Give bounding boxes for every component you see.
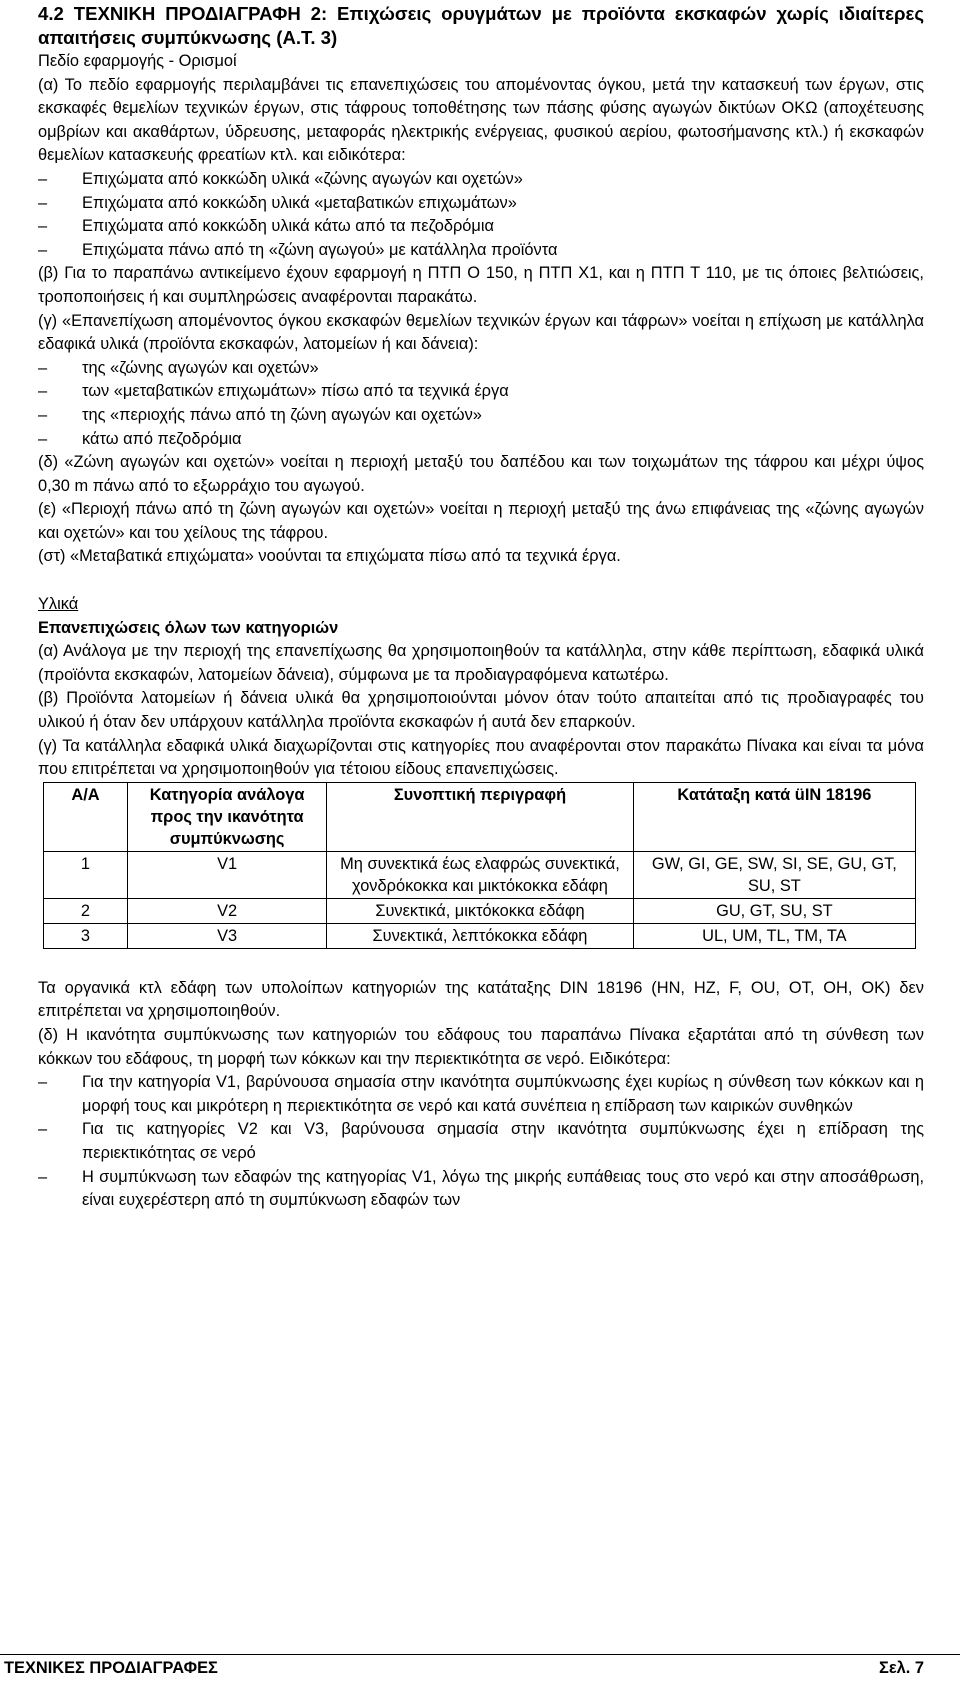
materials-title: Υλικά <box>38 595 79 614</box>
list-item <box>38 404 924 428</box>
list-item <box>38 357 924 381</box>
table-header-cell: Συνοπτική περιγραφή <box>327 782 634 851</box>
table-cell: Μη συνεκτικά έως ελαφρώς συνεκτικά, χονδρόκοκκα και μικτόκοκκα εδάφη <box>327 851 634 898</box>
table-row <box>44 898 916 923</box>
scope-paragraph-f: (στ) «Μεταβατικά επιχώματα» νοούνται τα επιχώματα πίσω από τα τεχνικά έργα. <box>38 547 621 566</box>
scope-paragraph-d: (δ) «Ζώνη αγωγών και οχετών» νοείται η περιοχή μεταξύ του δαπέδου και των τοιχωμάτων της τάφρου και μέχρι ύψος 0,30 m πάνω από το εξωρράχιο του αγωγού. <box>38 453 924 495</box>
soil-category-table <box>43 782 916 949</box>
scope-a-list <box>38 168 924 262</box>
scope-paragraph-a: (α) Το πεδίο εφαρμογής περιλαμβάνει τις επανεπιχώσεις του απομένοντας όγκου, μετά την κατασκευή των έργων, στις εκσκαφές θεμελίων τεχνικών έργων, στις τάφρους τοποθέτησης των πάσης φύσης αγωγών δικτύων ΟΚΩ (αποχέτευσης ομβρίων και ακαθάρτων, ύδρευσης, μεταφοράς ηλεκτρικής ενέργειας, φυσικού αερίου, φωτοσήμανσης κτλ.) ή εκσκαφών θεμελίων κατασκευής φρεατίων κτλ. και ειδικότερα: <box>38 75 924 165</box>
table-row <box>44 923 916 948</box>
list-item <box>38 428 924 452</box>
table-cell: GU, GT, SU, ST <box>633 898 915 923</box>
materials-paragraph-a: (α) Ανάλογα με την περιοχή της επανεπίχωσης θα χρησιμοποιηθούν τα κατάλληλα, στην κάθε περίπτωση, εδαφικά υλικά (προϊόντα εκσκαφών, λατομείων δάνεια), σύμφωνα με τα προδιαγραφόμενα κατωτέρω. <box>38 642 924 684</box>
dash-bullet: – <box>38 429 48 448</box>
table-header-cell: Κατάταξη κατά üIN 18196 <box>633 782 915 851</box>
section-spacer <box>38 569 924 593</box>
dash-bullet: – <box>38 193 48 212</box>
list-item-text: της «ζώνης αγωγών και οχετών» <box>82 358 319 377</box>
list-item-text: των «μεταβατικών επιχωμάτων» πίσω από τα τεχνικά έργα <box>82 382 509 401</box>
scope-paragraph-c: (γ) «Επανεπίχωση απομένοντος όγκου εκσκαφών θεμελίων τεχνικών έργων και τάφρων» νοείται η επίχωση με κατάλληλα εδαφικά υλικά (προϊόντα εκσκαφών, λατομείων ή και δάνεια): <box>38 311 924 354</box>
list-item-text: κάτω από πεζοδρόμια <box>82 429 242 448</box>
table-header-cell: Α/Α <box>44 782 128 851</box>
page-footer <box>0 1654 960 1692</box>
table-cell: V2 <box>127 898 326 923</box>
list-item <box>38 1071 924 1118</box>
table-spacer <box>38 949 924 977</box>
dash-bullet: – <box>38 1073 48 1092</box>
materials-section <box>38 593 924 782</box>
scope-c-list <box>38 357 924 451</box>
dash-bullet: – <box>38 169 48 188</box>
table-cell: Συνεκτικά, μικτόκοκκα εδάφη <box>327 898 634 923</box>
list-item <box>38 380 924 404</box>
table-cell: UL, UM, TL, TM, TA <box>633 923 915 948</box>
list-item-text: Επιχώματα από κοκκώδη υλικά κάτω από τα πεζοδρόμια <box>82 217 494 236</box>
table-cell: GW, GI, GE, SW, SI, SE, GU, GT, SU, ST <box>633 851 915 898</box>
dash-bullet: – <box>38 358 48 377</box>
list-item <box>38 239 924 263</box>
scope-paragraph-e: (ε) «Περιοχή πάνω από τη ζώνη αγωγών και οχετών» νοείται η περιοχή μεταξύ της άνω επιφάνειας της «ζώνης αγωγών και οχετών» και του χείλους της τάφρου. <box>38 500 924 542</box>
list-item <box>38 215 924 239</box>
dash-bullet: – <box>38 1167 48 1186</box>
table-header-cell: Κατηγορία ανάλογα προς την ικανότητα συμπύκνωσης <box>127 782 326 851</box>
compaction-paragraph-d: (δ) Η ικανότητα συμπύκνωσης των κατηγοριών του εδάφους του παραπάνω Πίνακα εξαρτάται από τη σύνθεση των κόκκων του εδάφους, τη μορφή των κόκκων και την περιεκτικότητα σε νερό. Ειδικότερα: <box>38 1026 924 1068</box>
list-item-text: Για τις κατηγορίες V2 και V3, βαρύνουσα σημασία στην ικανότητα συμπύκνωσης έχει η επίδραση της περιεκτικότητας σε νερό <box>82 1120 924 1162</box>
materials-subtitle: Επανεπιχώσεις όλων των κατηγοριών <box>38 618 339 637</box>
list-item-text: Επιχώματα από κοκκώδη υλικά «μεταβατικών επιχωμάτων» <box>82 193 517 212</box>
scope-paragraph-b: (β) Για το παραπάνω αντικείμενο έχουν εφαρμογή η ΠΤΠ Ο 150, η ΠΤΠ Χ1, και η ΠΤΠ Τ 110, με τις όποιες βελτιώσεις, τροποποιήσεις ή και συμπληρώσεις αναφέρονται παρακάτω. <box>38 264 924 306</box>
list-item <box>38 192 924 216</box>
scope-title: Πεδίο εφαρμογής - Ορισμοί <box>38 52 237 70</box>
page-number: Σελ. 7 <box>879 1659 924 1677</box>
compaction-list <box>38 1071 924 1213</box>
table-cell: 2 <box>44 898 128 923</box>
list-item-text: της «περιοχής πάνω από τη ζώνη αγωγών και οχετών» <box>82 405 482 424</box>
organic-soils-paragraph: Τα οργανικά κτλ εδάφη των υπολοίπων κατηγοριών της κατάταξης DIN 18196 (HN, HZ, F, OU, OT, OH, OK) δεν επιτρέπεται να χρησιμοποιηθούν. <box>38 978 924 1021</box>
after-table-section <box>38 977 924 1213</box>
table-cell: Συνεκτικά, λεπτόκοκκα εδάφη <box>327 923 634 948</box>
table-cell: 3 <box>44 923 128 948</box>
dash-bullet: – <box>38 405 48 424</box>
list-item <box>38 1118 924 1165</box>
list-item <box>38 1166 924 1213</box>
list-item-text: Επιχώματα από κοκκώδη υλικά «ζώνης αγωγών και οχετών» <box>82 169 523 188</box>
dash-bullet: – <box>38 382 48 401</box>
dash-bullet: – <box>38 1120 48 1139</box>
list-item-text: Για την κατηγορία V1, βαρύνουσα σημασία στην ικανότητα συμπύκνωσης έχει κυρίως η σύνθεση των κόκκων και η μορφή τους και μικρότερη η περιεκτικότητα σε νερό και κατά συνέπεια η επίδραση των καιρικών συνθηκών <box>82 1073 924 1115</box>
dash-bullet: – <box>38 240 48 259</box>
table-row <box>44 851 916 898</box>
table-cell: 1 <box>44 851 128 898</box>
materials-paragraph-b: (β) Προϊόντα λατομείων ή δάνεια υλικά θα χρησιμοποιούνται μόνον όταν τούτο απαιτείται από τις προδιαγραφές του υλικού ή όταν δεν υπάρχουν κατάλληλα προϊόντα εκσκαφών ή αυτά δεν επαρκούν. <box>38 689 924 732</box>
list-item-text: Επιχώματα πάνω από τη «ζώνη αγωγού» με κατάλληλα προϊόντα <box>82 240 558 259</box>
table-header-row <box>44 782 916 851</box>
section-heading: 4.2 ΤΕΧΝΙΚΗ ΠΡΟΔΙΑΓΡΑΦΗ 2: Επιχώσεις ορυγμάτων με προϊόντα εκσκαφών χωρίς ιδιαίτερες απαιτήσεις συμπύκνωσης (Α.Τ. 3) <box>38 3 924 48</box>
dash-bullet: – <box>38 217 48 236</box>
table-cell: V3 <box>127 923 326 948</box>
list-item <box>38 168 924 192</box>
materials-paragraph-c: (γ) Τα κατάλληλα εδαφικά υλικά διαχωρίζονται στις κατηγορίες που αναφέρονται στον παρακάτω Πίνακα και είναι τα μόνα που επιτρέπεται να χρησιμοποιηθούν για τέτοιου είδους επανεπιχώσεις. <box>38 736 924 779</box>
scope-section <box>38 50 924 569</box>
footer-title: ΤΕΧΝΙΚΕΣ ΠΡΟΔΙΑΓΡΑΦΕΣ <box>4 1659 218 1677</box>
list-item-text: Η συμπύκνωση των εδαφών της κατηγορίας V1, λόγω της μικρής ευπάθειας τους στο νερό και στην αποσάθρωση, είναι ευχερέστερη από τη συμπύκνωση εδαφών των <box>82 1167 924 1210</box>
table-cell: V1 <box>127 851 326 898</box>
